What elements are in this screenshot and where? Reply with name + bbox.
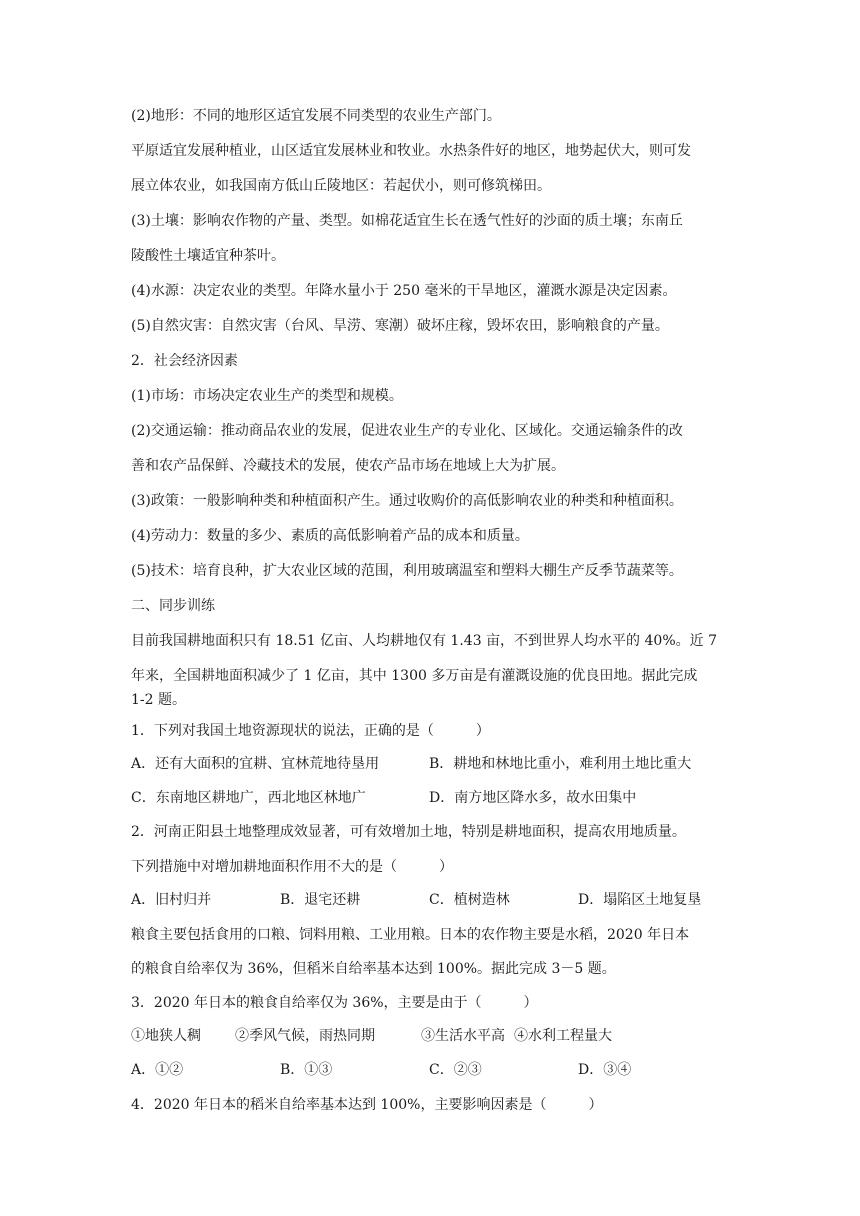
option-3a[interactable]: A．①② bbox=[131, 1062, 184, 1078]
option-1d[interactable]: D．南方地区降水多，故水田集中 bbox=[429, 790, 637, 806]
question-1-stem: 1．下列对我国土地资源现状的说法，正确的是（ ） bbox=[131, 723, 490, 739]
option-1a[interactable]: A．还有大面积的宜耕、宜林荒地待垦用 bbox=[131, 756, 380, 772]
option-3b[interactable]: B．①③ bbox=[280, 1062, 333, 1078]
question-2-stem-1: 2．河南正阳县土地整理成效显著，可有效增加土地，特别是耕地面积，提高农用地质量。 bbox=[131, 824, 686, 840]
statement-4: ④水利工程量大 bbox=[514, 1028, 612, 1044]
soil-factor-1: (3)土壤：影响农作物的产量、类型。如棉花适宜生长在透气性好的沙面的质土壤；东南丘 bbox=[131, 213, 683, 229]
passage2-line-2: 的粮食自给率仅为 36%，但稻米自给率基本达到 100%。据此完成 3－5 题。 bbox=[131, 961, 616, 977]
question-4-stem: 4．2020 年日本的稻米自给率基本达到 100%，主要影响因素是（ ） bbox=[131, 1097, 603, 1113]
labor-factor: (4)劳动力：数量的多少、素质的高低影响着产品的成本和质量。 bbox=[131, 528, 529, 544]
statement-1: ①地狭人稠 bbox=[131, 1028, 201, 1044]
section-heading-socioeconomic: 2．社会经济因素 bbox=[131, 353, 238, 369]
question-3-stem: 3．2020 年日本的粮食自给率仅为 36%，主要是由于（ ） bbox=[131, 995, 538, 1011]
option-2d[interactable]: D．塌陷区土地复垦 bbox=[578, 892, 702, 908]
water-factor: (4)水源：决定农业的类型。年降水量小于 250 毫米的干旱地区，灌溉水源是决定因素。 bbox=[131, 283, 677, 299]
terrain-detail-1: 平原适宜发展种植业，山区适宜发展林业和牧业。水热条件好的地区，地势起伏大，则可发 bbox=[131, 143, 691, 159]
policy-factor: (3)政策：一般影响种类和种植面积产生。通过收购价的高低影响农业的种类和种植面积。 bbox=[131, 493, 683, 509]
soil-factor-2: 陵酸性土壤适宜种茶叶。 bbox=[131, 248, 285, 264]
option-3c[interactable]: C．②③ bbox=[429, 1062, 482, 1078]
passage1-line-2: 年来，全国耕地面积减少了 1 亿亩，其中 1300 多万亩是有灌溉设施的优良田地。据此完成 bbox=[131, 668, 698, 684]
option-2a[interactable]: A．旧村归并 bbox=[131, 892, 212, 908]
market-factor: (1)市场：市场决定农业生产的类型和规模。 bbox=[131, 388, 403, 404]
question-2-stem-2: 下列措施中对增加耕地面积作用不大的是（ ） bbox=[131, 859, 453, 875]
transport-factor-1: (2)交通运输：推动商品农业的发展，促进农业生产的专业化、区域化。交通运输条件的改 bbox=[131, 423, 683, 439]
option-3d[interactable]: D．③④ bbox=[578, 1062, 632, 1078]
disaster-factor: (5)自然灾害：自然灾害（台风、旱涝、寒潮）破坏庄稼，毁坏农田，影响粮食的产量。 bbox=[131, 318, 669, 334]
passage2-line-1: 粮食主要包括食用的口粮、饲料用粮、工业用粮。日本的农作物主要是水稻，2020 年日本 bbox=[131, 927, 690, 943]
option-1c[interactable]: C．东南地区耕地广，西北地区林地广 bbox=[131, 790, 366, 806]
statement-2: ②季风气候，雨热同期 bbox=[235, 1028, 375, 1044]
technology-factor: (5)技术：培育良种，扩大农业区域的范围，利用玻璃温室和塑料大棚生产反季节蔬菜等。 bbox=[131, 563, 683, 579]
option-2c[interactable]: C．植树造林 bbox=[429, 892, 510, 908]
terrain-detail-2: 展立体农业，如我国南方低山丘陵地区：若起伏小，则可修筑梯田。 bbox=[131, 178, 551, 194]
option-2b[interactable]: B．退宅还耕 bbox=[280, 892, 361, 908]
option-1b[interactable]: B．耕地和林地比重小，难利用土地比重大 bbox=[429, 756, 692, 772]
passage1-line-3: 1-2 题。 bbox=[131, 692, 186, 708]
statement-3: ③生活水平高 bbox=[421, 1028, 505, 1044]
terrain-factor: (2)地形：不同的地形区适宜发展不同类型的农业生产部门。 bbox=[131, 108, 501, 124]
section-heading-practice: 二、同步训练 bbox=[131, 598, 215, 614]
transport-factor-2: 善和农产品保鲜、冷藏技术的发展，使农产品市场在地域上大为扩展。 bbox=[131, 458, 565, 474]
passage1-line-1: 目前我国耕地面积只有 18.51 亿亩、人均耕地仅有 1.43 亩，不到世界人均水平的 40%。近 7 bbox=[131, 633, 717, 649]
